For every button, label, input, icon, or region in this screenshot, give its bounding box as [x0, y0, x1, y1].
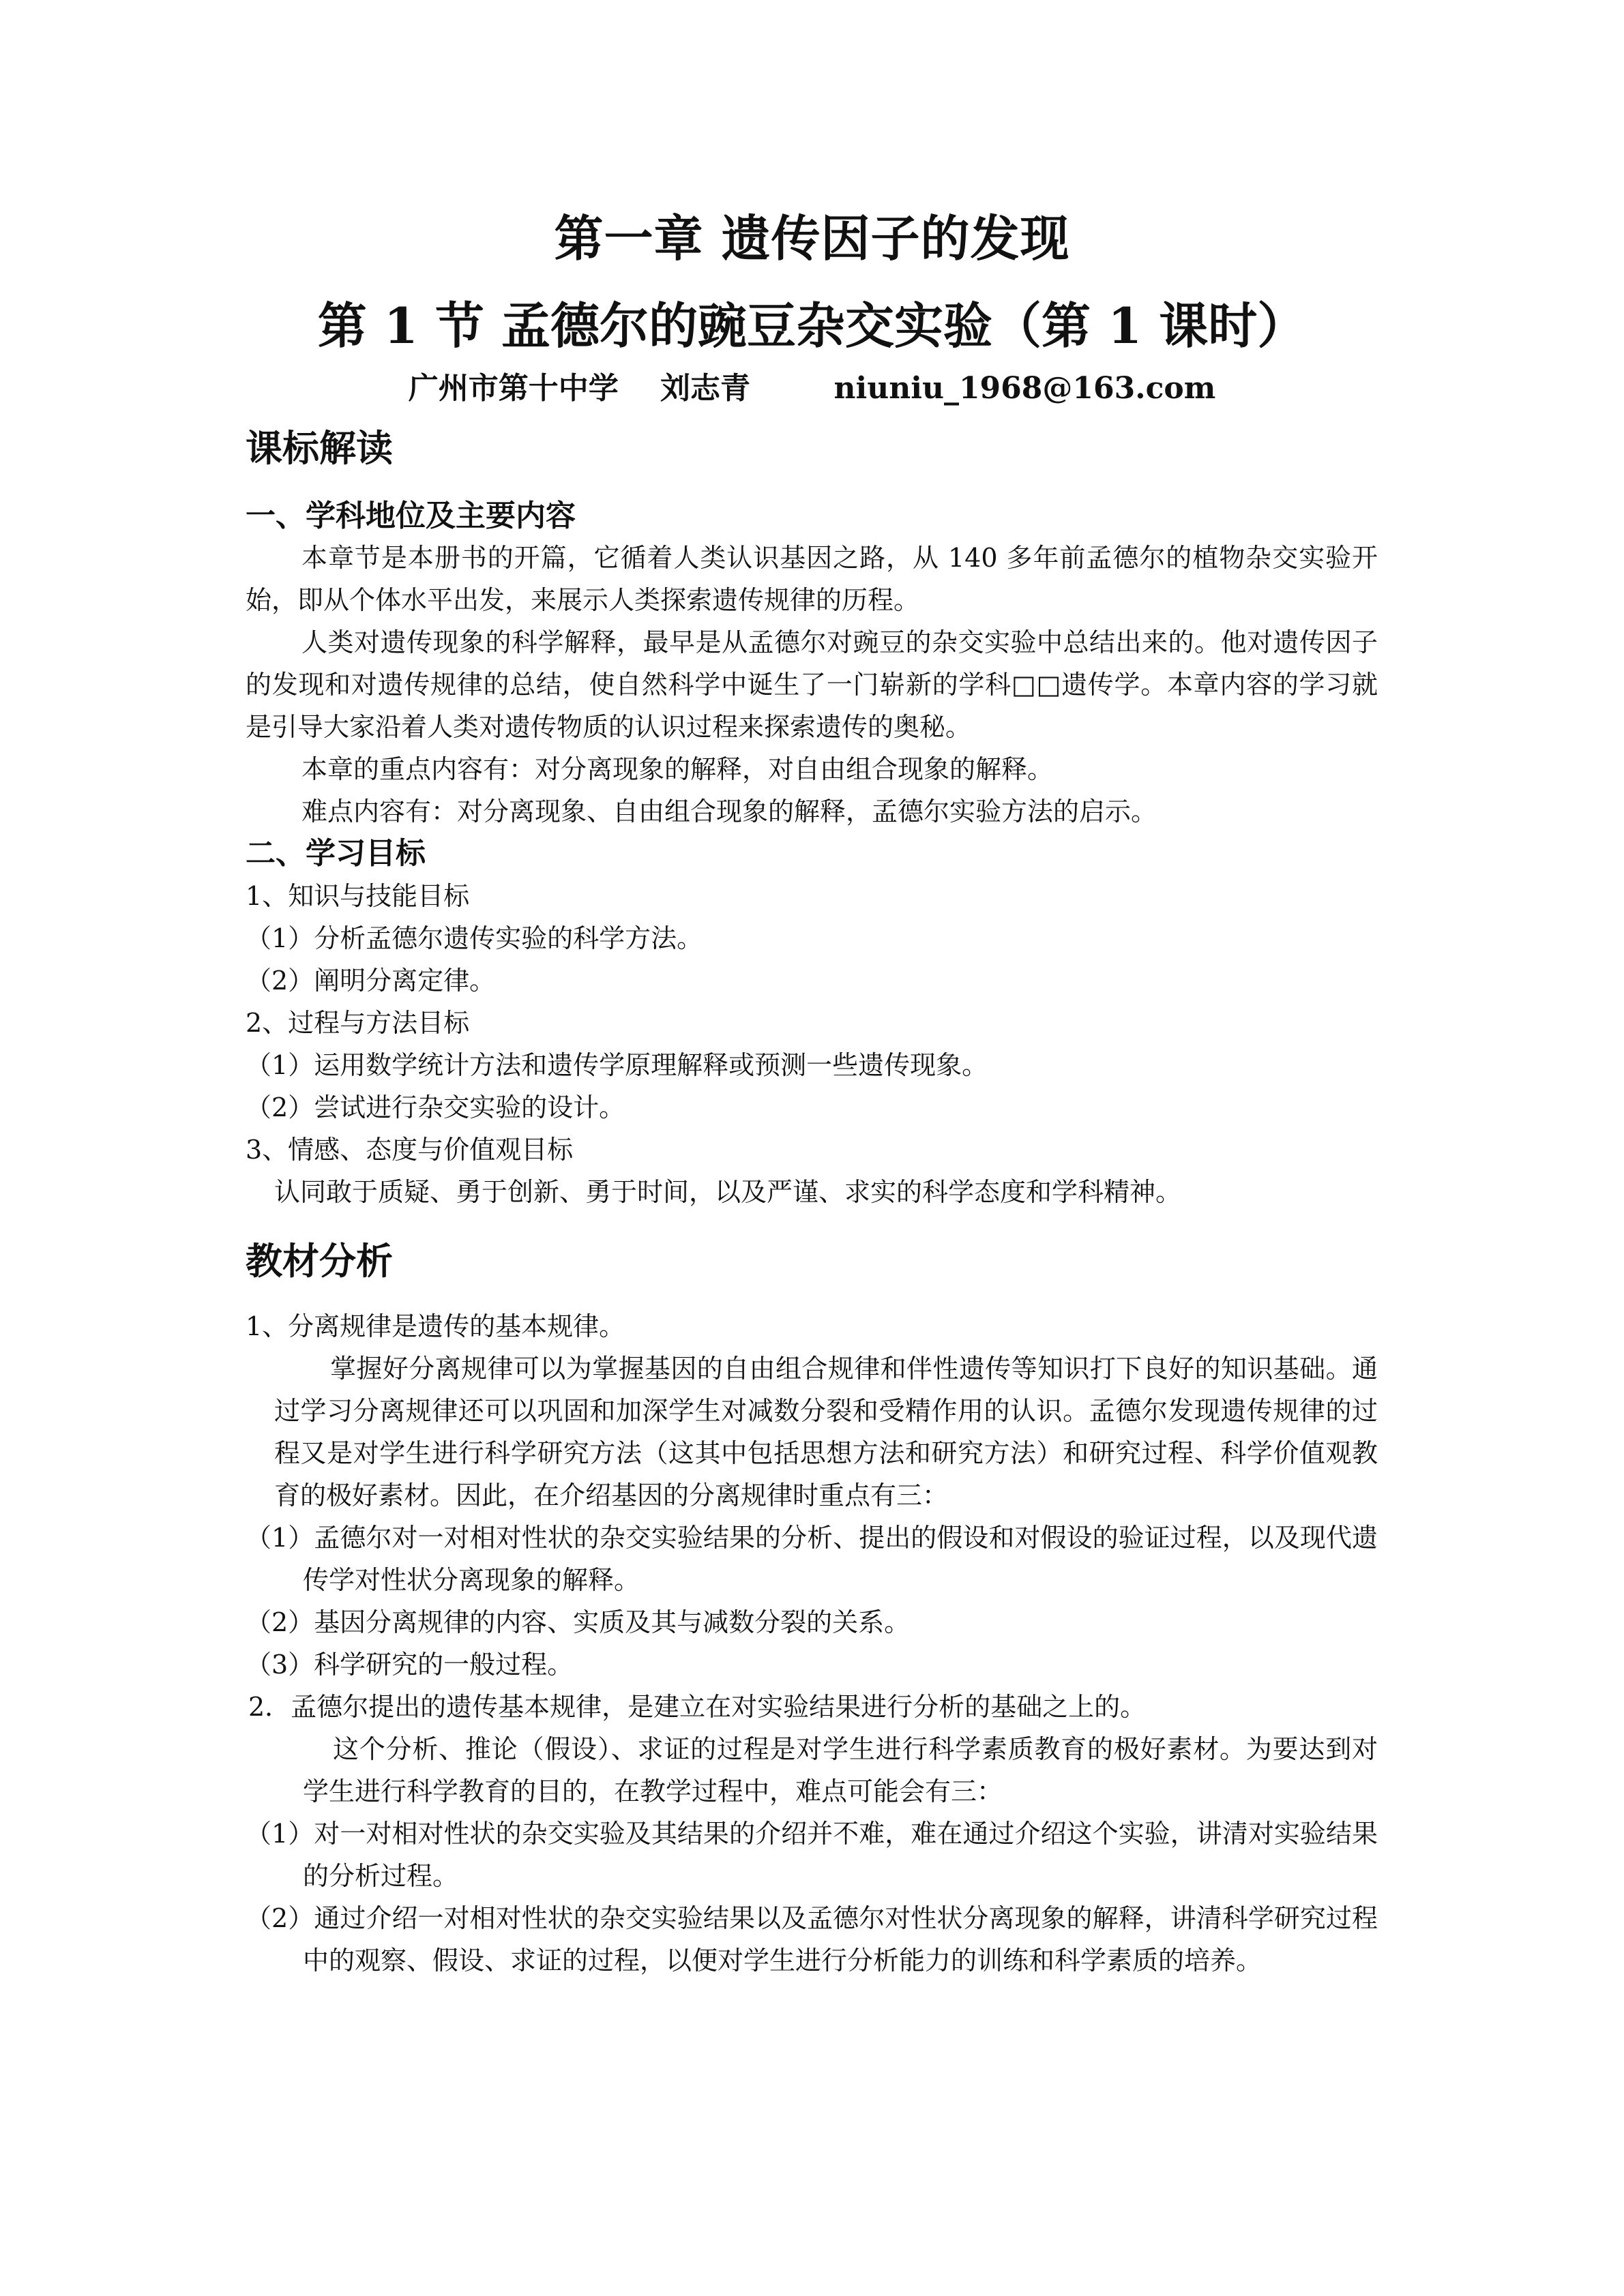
- analysis-item-1-point-2: （2）基因分离规律的内容、实质及其与减数分裂的关系。: [246, 1607, 911, 1637]
- section-title: 第 1 节 孟德尔的豌豆杂交实验（第 1 课时）: [317, 297, 1307, 355]
- process-goal-1: （1）运用数学统计方法和遗传学原理解释或预测一些遗传现象。: [246, 1050, 988, 1080]
- author-line: 广州市第十中学 刘志青 niuniu_1968@163.com: [408, 371, 1216, 406]
- knowledge-goal-1: （1）分析孟德尔遗传实验的科学方法。: [246, 923, 703, 953]
- analysis-item-1-point-3: （3）科学研究的一般过程。: [246, 1650, 574, 1680]
- status-paragraph-3: 本章的重点内容有：对分离现象的解释，对自由组合现象的解释。: [301, 754, 1054, 784]
- knowledge-goal-2: （2）阐明分离定律。: [246, 966, 496, 996]
- analysis-item-2-point-1: （1）对一对相对性状的杂交实验及其结果的介绍并不难，难在通过介绍这个实验，讲清对实验结果的分析过程。: [246, 1819, 1378, 1891]
- process-goal-2: （2）尝试进行杂交实验的设计。: [246, 1092, 625, 1122]
- analysis-item-1: 1、分离规律是遗传的基本规律。: [246, 1311, 625, 1341]
- process-goal-title: 2、过程与方法目标: [246, 1008, 470, 1038]
- subject-status-heading: 一、学科地位及主要内容: [246, 498, 576, 533]
- chapter-title: 第一章 遗传因子的发现: [554, 209, 1070, 267]
- curriculum-heading: 课标解读: [246, 427, 393, 470]
- emotion-goal-title: 3、情感、态度与价值观目标: [246, 1135, 574, 1165]
- status-paragraph-4: 难点内容有：对分离现象、自由组合现象的解释，孟德尔实验方法的启示。: [301, 796, 1157, 826]
- textbook-analysis-heading: 教材分析: [246, 1240, 393, 1283]
- analysis-item-2-point-2: （2）通过介绍一对相对性状的杂交实验结果以及孟德尔对性状分离现象的解释，讲清科学研究过程中的观察、假设、求证的过程，以便对学生进行分析能力的训练和科学素质的培养。: [246, 1903, 1378, 1976]
- analysis-item-1-paragraph: 掌握好分离规律可以为掌握基因的自由组合规律和伴性遗传等知识打下良好的知识基础。通过学习分离规律还可以巩固和加深学生对减数分裂和受精作用的认识。孟德尔发现遗传规律的过程又是对学生进行科学研究方法（这其中包括思想方法和研究方法）和研究过程、科学价值观教育的极好素材。因此，在介绍基因的分离规律时重点有三：: [274, 1354, 1378, 1510]
- knowledge-goal-title: 1、知识与技能目标: [246, 881, 470, 911]
- emotion-goal-1: 认同敢于质疑、勇于创新、勇于时间，以及严谨、求实的科学态度和学科精神。: [274, 1177, 1182, 1207]
- analysis-item-2-paragraph: 这个分析、推论（假设）、求证的过程是对学生进行科学素质教育的极好素材。为要达到对学生进行科学教育的目的，在教学过程中，难点可能会有三：: [303, 1734, 1378, 1806]
- status-paragraph-1: 本章节是本册书的开篇，它循着人类认识基因之路，从 140 多年前孟德尔的植物杂交实验开始，即从个体水平出发，来展示人类探索遗传规律的历程。: [246, 543, 1378, 615]
- learning-goals-heading: 二、学习目标: [246, 836, 426, 871]
- analysis-item-2: 2．孟德尔提出的遗传基本规律，是建立在对实验结果进行分析的基础之上的。: [248, 1692, 1147, 1722]
- status-paragraph-2: 人类对遗传现象的科学解释，最早是从孟德尔对豌豆的杂交实验中总结出来的。他对遗传因子的发现和对遗传规律的总结，使自然科学中诞生了一门崭新的学科□□遗传学。本章内容的学习就是引导大家沿着人类对遗传物质的认识过程来探索遗传的奥秘。: [246, 627, 1378, 742]
- analysis-item-1-point-1: （1）孟德尔对一对相对性状的杂交实验结果的分析、提出的假设和对假设的验证过程，以及现代遗传学对性状分离现象的解释。: [246, 1523, 1378, 1595]
